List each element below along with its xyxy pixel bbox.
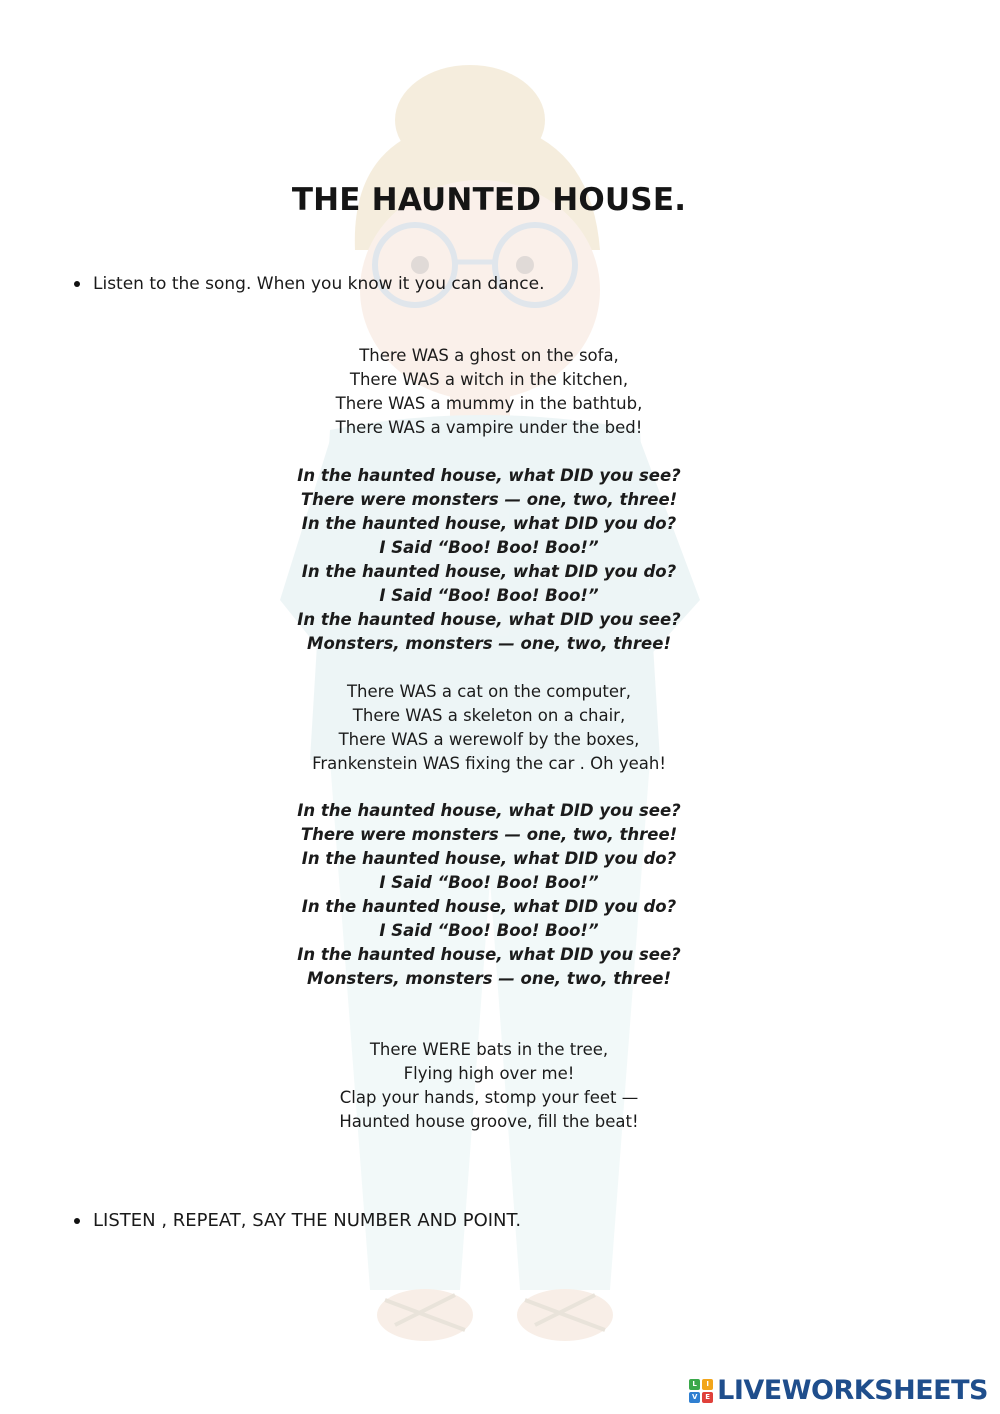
instruction-listen — [74, 274, 545, 294]
lyric-line: In the haunted house, what DID you see? — [297, 610, 681, 629]
lyric-line: I Said “Boo! Boo! Boo!” — [379, 586, 599, 605]
lyric-line: In the haunted house, what DID you do? — [301, 897, 677, 916]
page-title: THE HAUNTED HOUSE. — [291, 182, 687, 218]
lyric-line: I Said “Boo! Boo! Boo!” — [379, 538, 599, 557]
liveworksheets-logo[interactable] — [689, 1375, 988, 1406]
verse-1 — [0, 344, 978, 440]
brand-name: LIVEWORKSHEETS — [717, 1375, 988, 1406]
liveworksheets-icon: L I V E — [689, 1379, 713, 1403]
verse-3 — [0, 1038, 978, 1134]
instruction-text: LISTEN , REPEAT, SAY THE NUMBER AND POINT. — [93, 1210, 522, 1231]
lyric-line: In the haunted house, what DID you see? — [297, 801, 681, 820]
instruction-repeat — [74, 1210, 521, 1231]
lyric-line: There WAS a skeleton on a chair, — [352, 706, 626, 725]
bullet-icon — [74, 281, 80, 287]
lyric-line: Flying high over me! — [403, 1064, 575, 1083]
lyric-line: There were monsters — one, two, three! — [300, 825, 678, 844]
lyric-line: There WAS a mummy in the bathtub, — [335, 394, 643, 413]
lyric-line: I Said “Boo! Boo! Boo!” — [379, 921, 599, 940]
lyric-line: There WERE bats in the tree, — [369, 1040, 609, 1059]
lyric-line: Monsters, monsters — one, two, three! — [307, 969, 671, 988]
lyric-line: There WAS a ghost on the sofa, — [359, 346, 619, 365]
lyric-line: There were monsters — one, two, three! — [300, 490, 678, 509]
lyric-line: In the haunted house, what DID you do? — [301, 514, 677, 533]
bullet-icon — [74, 1218, 80, 1224]
instruction-text: Listen to the song. When you know it you can dance. — [93, 274, 545, 294]
lyric-line: Monsters, monsters — one, two, three! — [307, 634, 671, 653]
lyric-line: In the haunted house, what DID you see? — [297, 945, 681, 964]
verse-2 — [0, 680, 978, 776]
lyric-line: There WAS a witch in the kitchen, — [349, 370, 629, 389]
lyric-line: In the haunted house, what DID you do? — [301, 849, 677, 868]
lyric-line: I Said “Boo! Boo! Boo!” — [379, 873, 599, 892]
lyric-line: In the haunted house, what DID you see? — [297, 466, 681, 485]
lyric-line: There WAS a cat on the computer, — [346, 682, 632, 701]
chorus-2 — [0, 799, 978, 991]
lyric-line: In the haunted house, what DID you do? — [301, 562, 677, 581]
lyric-line: Clap your hands, stomp your feet — — [339, 1088, 639, 1107]
lyric-line: Haunted house groove, fill the beat! — [339, 1112, 639, 1131]
chorus-1 — [0, 464, 978, 656]
lyric-line: There WAS a vampire under the bed! — [335, 418, 643, 437]
lyric-line: There WAS a werewolf by the boxes, — [338, 730, 640, 749]
lyric-line: Frankenstein WAS fixing the car . Oh yeah! — [312, 754, 666, 773]
